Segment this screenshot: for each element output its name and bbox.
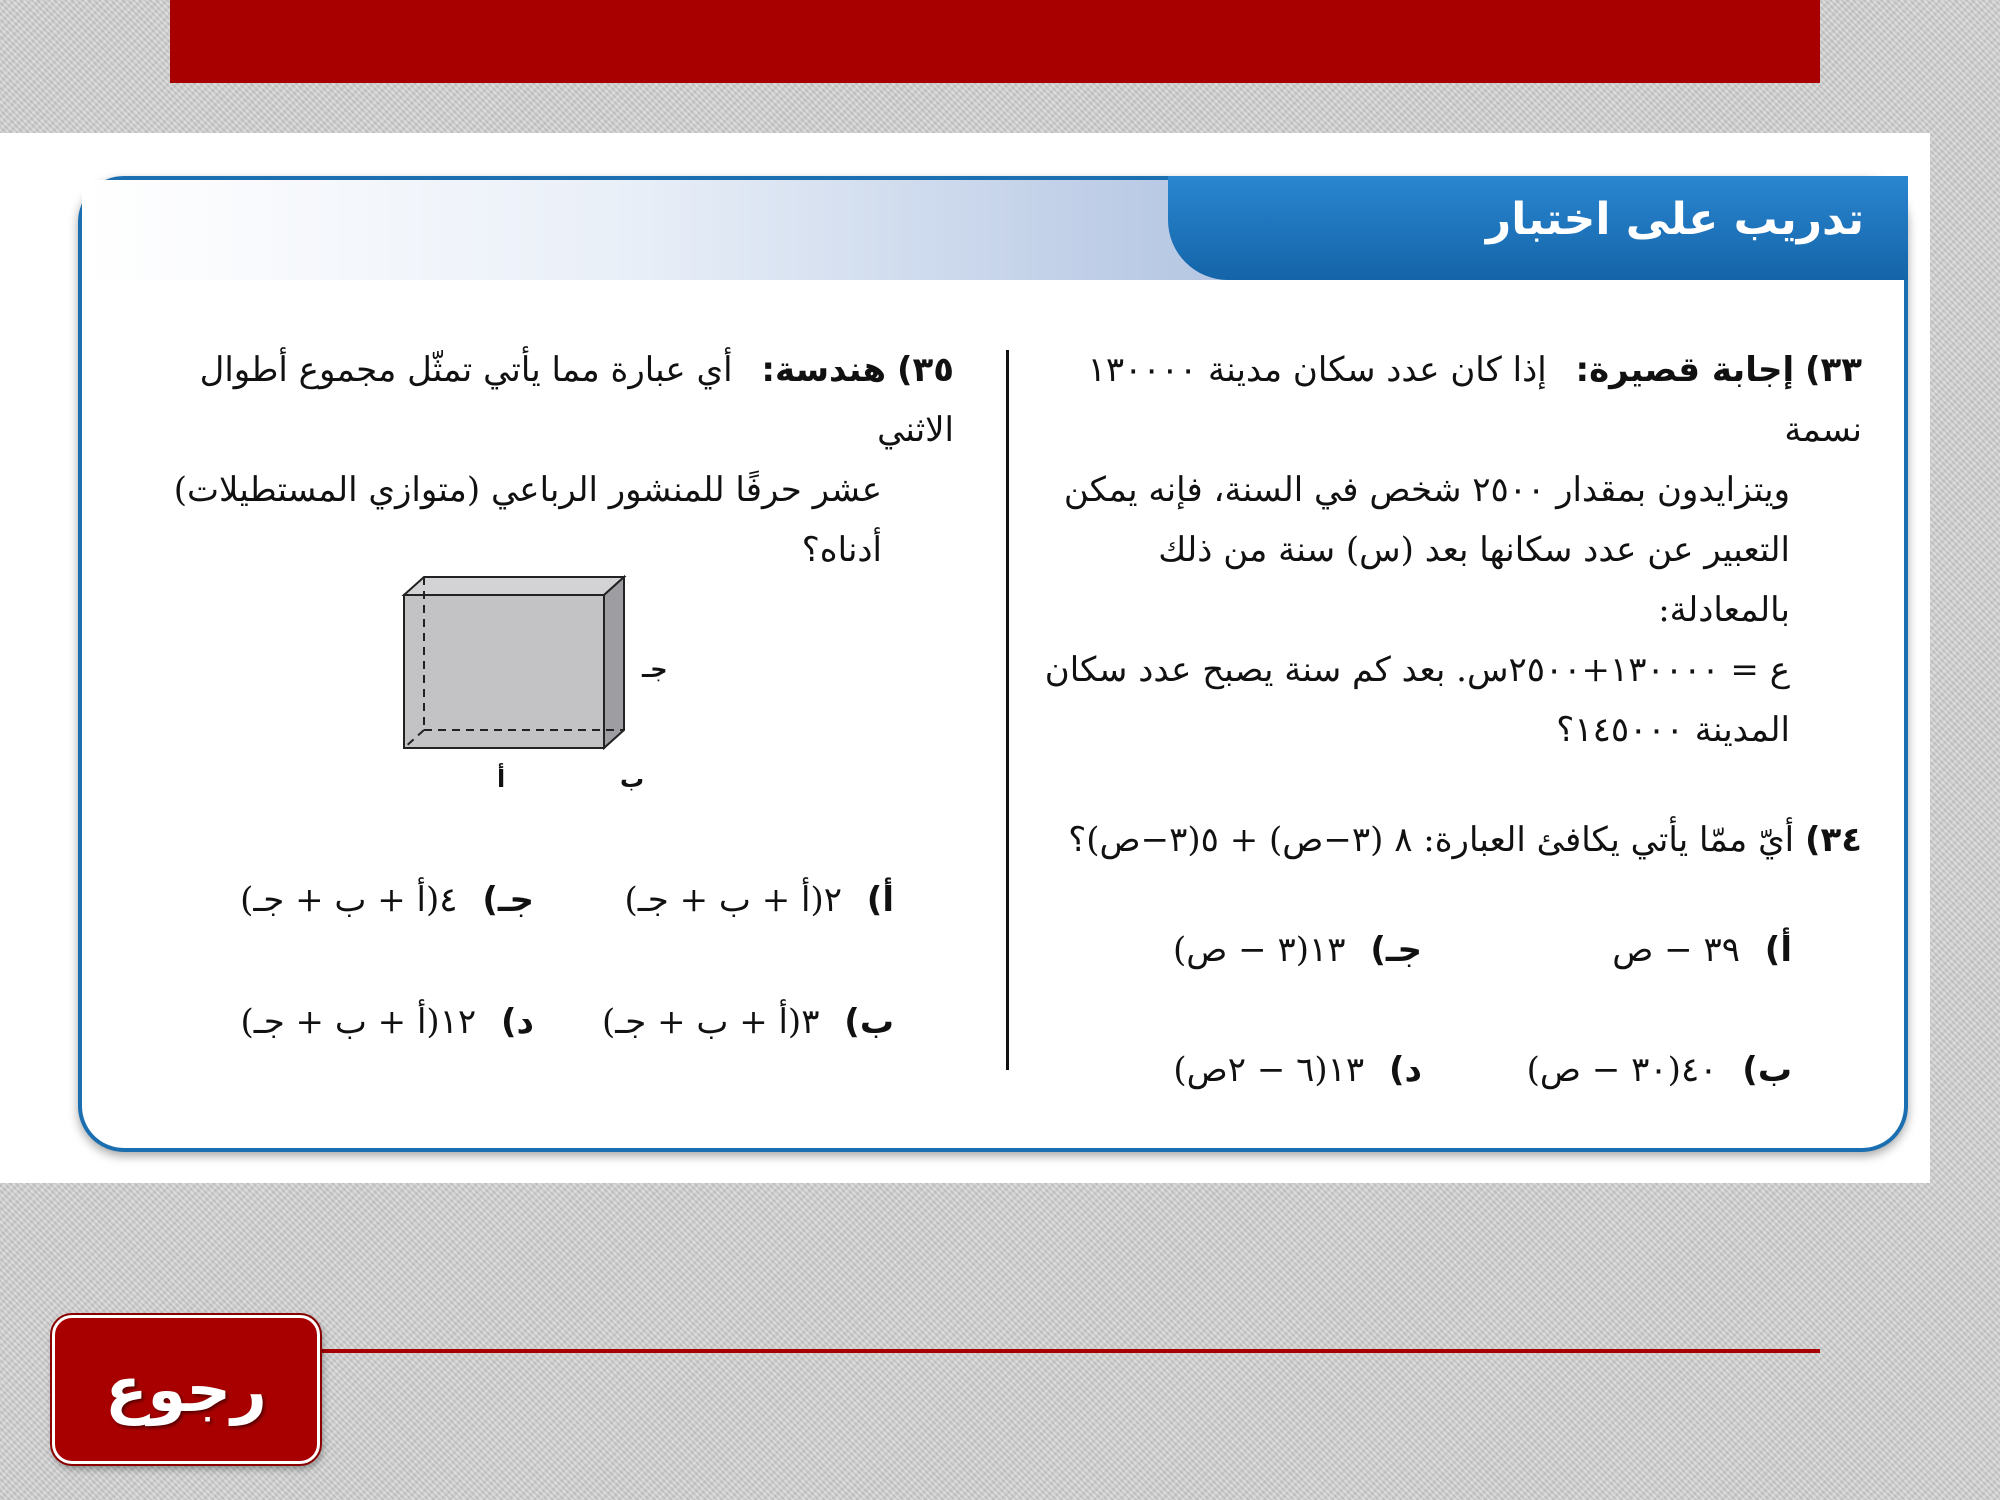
- question-line: إذا كان عدد سكان مدينة ١٣٠٠٠٠ نسمة: [1087, 350, 1862, 450]
- question-tag: إجابة قصيرة:: [1575, 350, 1795, 390]
- option-text: ٤(أ + ب + جـ): [240, 880, 458, 920]
- back-button[interactable]: رجوع: [52, 1315, 320, 1464]
- right-column: [1022, 340, 1862, 1100]
- top-banner: [170, 0, 1820, 83]
- question-tag: هندسة:: [761, 350, 887, 390]
- question-line: عشر حرفًا للمنشور الرباعي (متوازي المستطيلات): [173, 470, 882, 510]
- option-b[interactable]: [602, 992, 894, 1052]
- footer-line: [316, 1349, 1820, 1353]
- option-letter: ب): [1742, 1050, 1792, 1090]
- question-34: [1022, 810, 1862, 1100]
- option-text: ٣٩ − ص: [1612, 930, 1740, 970]
- question-number: ٣٥): [896, 350, 954, 390]
- question-number: ٣٤): [1804, 820, 1862, 860]
- column-divider: [1006, 350, 1009, 1070]
- question-line: المدينة ١٤٥٠٠٠؟: [1556, 710, 1790, 750]
- option-letter: د): [501, 1002, 534, 1042]
- option-b[interactable]: [1527, 1040, 1792, 1100]
- edge-label-a: أ: [497, 765, 506, 793]
- option-d[interactable]: [240, 992, 534, 1052]
- option-letter: د): [1389, 1050, 1422, 1090]
- question-line: التعبير عن عدد سكانها بعد (س) سنة من ذلك بالمعادلة:: [1158, 530, 1790, 630]
- rectangular-prism-diagram: [402, 575, 668, 815]
- edge-label-b: ب: [620, 765, 645, 793]
- option-a[interactable]: [625, 870, 894, 930]
- question-line: ويتزايدون بمقدار ٢٥٠٠ شخص في السنة، فإنه يمكن: [1063, 470, 1790, 510]
- option-letter: جـ): [1370, 930, 1422, 970]
- question-line: أي عبارة مما يأتي تمثّل مجموع أطوال الاثني: [199, 350, 954, 450]
- option-text: ٢(أ + ب + جـ): [624, 880, 842, 920]
- option-text: ٣(أ + ب + جـ): [602, 1002, 820, 1042]
- header-tab: [1168, 176, 1908, 280]
- question-line: ع = ١٣٠٠٠٠+٢٥٠٠س. بعد كم سنة يصبح عدد سكان: [1044, 650, 1790, 690]
- option-text: ١٢(أ + ب + جـ): [240, 1002, 477, 1042]
- option-d[interactable]: [1173, 1040, 1422, 1100]
- left-column: [134, 340, 954, 580]
- q35-options-grid: [134, 870, 954, 1110]
- test-practice-box: [78, 176, 1908, 1152]
- section-title: تدريب على اختبار: [1485, 194, 1864, 245]
- option-text: ٤٠(٣٠ − ص): [1526, 1050, 1718, 1090]
- edge-label-c: جـ: [642, 655, 668, 683]
- question-33: [1022, 340, 1862, 760]
- option-letter: ب): [844, 1002, 894, 1042]
- option-text: ١٣(٣ − ص): [1172, 930, 1346, 970]
- option-a[interactable]: [1612, 920, 1792, 980]
- option-text: ١٣(٦ − ٢ص): [1173, 1050, 1365, 1090]
- option-letter: جـ): [482, 880, 534, 920]
- option-c[interactable]: [1173, 920, 1422, 980]
- options-grid: [1022, 870, 1862, 1100]
- option-c[interactable]: [240, 870, 534, 930]
- option-letter: أ): [1764, 930, 1792, 970]
- prism-figure: [402, 575, 668, 819]
- question-text: أيّ ممّا يأتي يكافئ العبارة: ٨ (٣−ص) + ٥(٣−ص)؟: [1068, 820, 1795, 860]
- question-number: ٣٣): [1804, 350, 1862, 390]
- question-line: أدناه؟: [801, 530, 882, 570]
- option-letter: أ): [866, 880, 894, 920]
- question-35: [134, 340, 954, 580]
